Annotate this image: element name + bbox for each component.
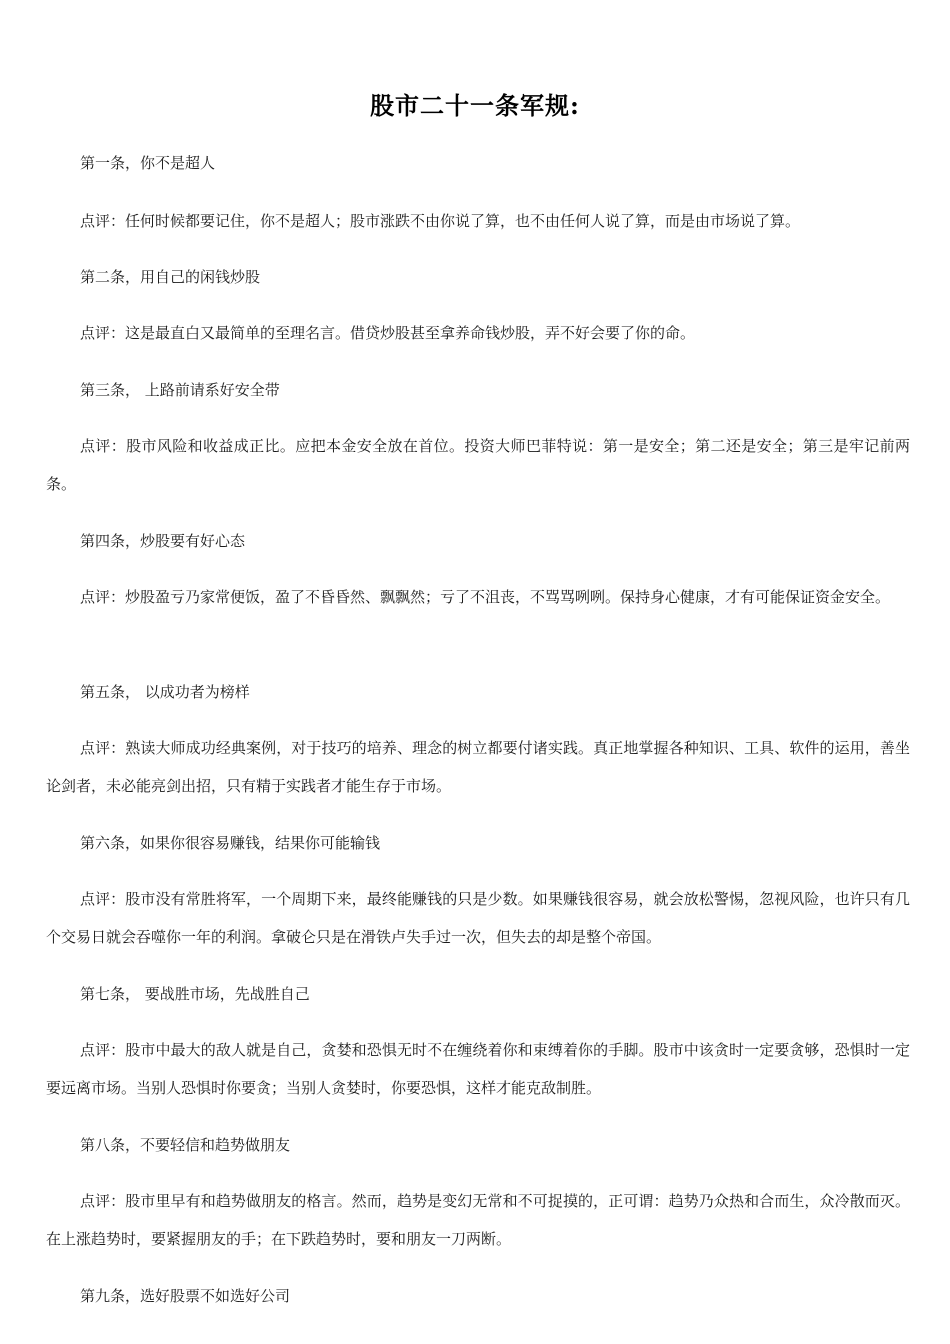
comment-1: 点评：任何时候都要记住，你不是超人；股市涨跌不由你说了算，也不由任何人说了算，而是由市场说了算。 — [80, 212, 801, 230]
comment-6: 点评：股市没有常胜将军，一个周期下来，最终能赚钱的只是少数。如果赚钱很容易，就会放松警惕，忽视风险，也许只有几个交易日就会吞噬你一年的利润。拿破仑只是在滑铁卢失手过一次，但失去的却是整个帝国。 — [46, 890, 910, 946]
rule-6: 第六条，如果你很容易赚钱，结果你可能输钱 — [80, 834, 381, 852]
comment-5: 点评：熟读大师成功经典案例，对于技巧的培养、理念的树立都要付诸实践。真正地掌握各种知识、工具、软件的运用，善坐论剑者，未必能亮剑出招，只有精于实践者才能生存于市场。 — [46, 739, 910, 795]
rule-4: 第四条，炒股要有好心态 — [80, 532, 246, 550]
rule-9: 第九条，选好股票不如选好公司 — [80, 1287, 291, 1305]
rule-8: 第八条，不要轻信和趋势做朋友 — [80, 1136, 291, 1154]
rule-5: 第五条， 以成功者为榜样 — [80, 683, 250, 701]
comment-4: 点评：炒股盈亏乃家常便饭，盈了不昏昏然、飘飘然；亏了不沮丧，不骂骂咧咧。保持身心健康，才有可能保证资金安全。 — [80, 588, 891, 606]
comment-8: 点评：股市里早有和趋势做朋友的格言。然而，趋势是变幻无常和不可捉摸的，正可谓：趋势乃众热和合而生，众冷散而灭。在上涨趋势时，要紧握朋友的手；在下跌趋势时，要和朋友一刀两断。 — [46, 1192, 910, 1248]
rule-3: 第三条， 上路前请系好安全带 — [80, 381, 280, 399]
rule-2: 第二条，用自己的闲钱炒股 — [80, 268, 261, 286]
rule-1: 第一条，你不是超人 — [80, 154, 216, 172]
comment-2: 点评：这是最直白又最简单的至理名言。借贷炒股甚至拿养命钱炒股，弄不好会要了你的命。 — [80, 324, 696, 342]
comment-7: 点评：股市中最大的敌人就是自己，贪婪和恐惧无时不在缠绕着你和束缚着你的手脚。股市中该贪时一定要贪够，恐惧时一定要远离市场。当别人恐惧时你要贪；当别人贪婪时，你要恐惧，这样才能克敌制胜。 — [46, 1041, 910, 1097]
comment-3: 点评：股市风险和收益成正比。应把本金安全放在首位。投资大师巴菲特说：第一是安全；第二还是安全；第三是牢记前两条。 — [46, 437, 910, 493]
rule-7: 第七条， 要战胜市场，先战胜自己 — [80, 985, 310, 1003]
document-title: 股市二十一条军规: — [370, 91, 580, 120]
